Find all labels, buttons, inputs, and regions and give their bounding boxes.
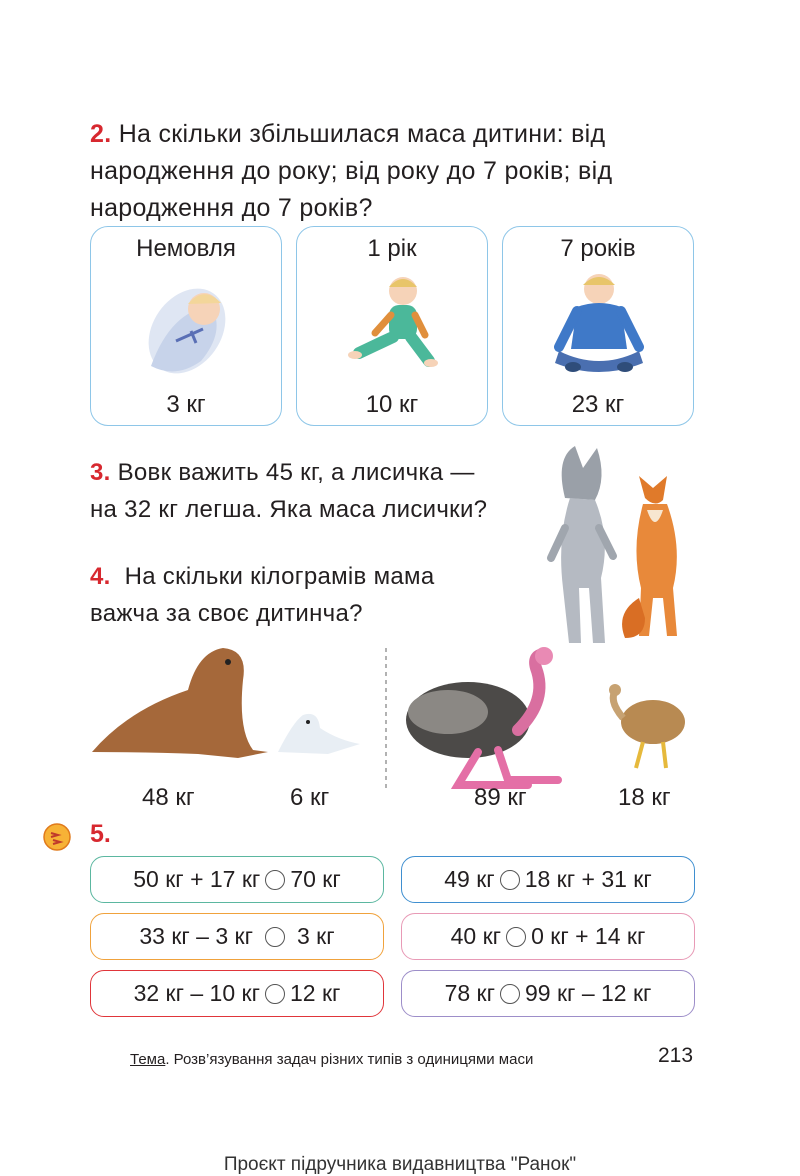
card-title: Немовля bbox=[136, 235, 236, 262]
comparison-4 bbox=[401, 913, 695, 960]
comparison-left: 40 кг bbox=[450, 923, 502, 949]
card-title: 1 рік bbox=[367, 235, 417, 262]
topic-text: . Розв’язування задач різних типів з одиницями маси bbox=[165, 1051, 534, 1068]
task-4-line-1: 4. На скільки кілограмів мама bbox=[90, 563, 435, 590]
toddler-illustration bbox=[297, 271, 489, 386]
comparison-2 bbox=[401, 856, 695, 903]
ostrich-chick bbox=[609, 684, 685, 768]
comparison-right: 99 кг – 12 кг bbox=[525, 980, 652, 1006]
card-title: 7 років bbox=[560, 235, 636, 262]
task-2-text bbox=[90, 116, 710, 227]
task-3-text bbox=[90, 454, 530, 528]
comparison-right: 3 кг bbox=[297, 923, 335, 949]
ostrich bbox=[406, 647, 558, 785]
comparison-left: 50 кг + 17 кг bbox=[133, 866, 261, 892]
boy-sitting-illustration bbox=[503, 271, 695, 386]
seal-pup bbox=[278, 714, 360, 754]
comparison-right: 12 кг bbox=[289, 980, 341, 1006]
compare-circle[interactable] bbox=[265, 870, 285, 890]
footer-topic bbox=[130, 1051, 533, 1068]
page-number: 213 bbox=[658, 1044, 694, 1067]
compare-circle[interactable] bbox=[265, 927, 285, 947]
task-2-line-1: 2. На скільки збільшилася маса дитини: від bbox=[90, 120, 606, 148]
brain-icon bbox=[42, 822, 72, 852]
task-number: 4. bbox=[90, 563, 111, 590]
weight-seal-pup: 6 кг bbox=[290, 784, 330, 811]
task-3-line-1: 3. Вовк важить 45 кг, а лисичка — bbox=[90, 459, 475, 486]
task-3-line-2: на 32 кг легша. Яка маса лисички? bbox=[90, 496, 488, 523]
card-newborn bbox=[90, 226, 282, 426]
task-2-line-3: народження до 7 років? bbox=[90, 194, 373, 222]
task-number: 2. bbox=[90, 120, 112, 148]
weight-ostrich: 89 кг bbox=[474, 784, 527, 811]
comparison-left: 49 кг bbox=[444, 866, 495, 892]
wolf-and-fox-illustration bbox=[535, 438, 705, 648]
task-2-line-2: народження до року; від року до 7 років; від bbox=[90, 157, 613, 185]
seal-mother bbox=[92, 648, 268, 758]
comparison-5 bbox=[90, 970, 384, 1017]
task-number: 5. bbox=[90, 820, 111, 848]
comparison-right: 70 кг bbox=[290, 866, 341, 892]
comparison-6 bbox=[401, 970, 695, 1017]
compare-circle[interactable] bbox=[265, 984, 285, 1004]
publisher-note: Проєкт підручника видавництва "Ранок" bbox=[223, 1154, 577, 1175]
comparison-1 bbox=[90, 856, 384, 903]
card-weight: 10 кг bbox=[365, 391, 419, 418]
card-seven-years bbox=[502, 226, 694, 426]
animals-illustration bbox=[88, 640, 708, 790]
compare-circle[interactable] bbox=[500, 870, 520, 890]
task-4-line-2: важча за своє дитинча? bbox=[90, 600, 363, 627]
comparison-right: 0 кг + 14 кг bbox=[531, 923, 646, 949]
topic-label: Тема bbox=[130, 1051, 166, 1068]
swaddled-baby-illustration bbox=[91, 271, 283, 386]
comparison-3 bbox=[90, 913, 384, 960]
comparison-left: 32 кг – 10 кг bbox=[133, 980, 260, 1006]
card-weight: 3 кг bbox=[166, 391, 206, 418]
compare-circle[interactable] bbox=[506, 927, 526, 947]
task-number: 3. bbox=[90, 459, 111, 486]
task-4-text bbox=[90, 558, 520, 632]
comparison-left: 78 кг bbox=[444, 980, 495, 1006]
comparison-left: 33 кг – 3 кг bbox=[139, 923, 253, 949]
weight-ostrich-chick: 18 кг bbox=[618, 784, 671, 811]
card-one-year bbox=[296, 226, 488, 426]
card-weight: 23 кг bbox=[571, 391, 625, 418]
comparison-right: 18 кг + 31 кг bbox=[524, 866, 652, 892]
weight-seal-mother: 48 кг bbox=[142, 784, 195, 811]
compare-circle[interactable] bbox=[500, 984, 520, 1004]
